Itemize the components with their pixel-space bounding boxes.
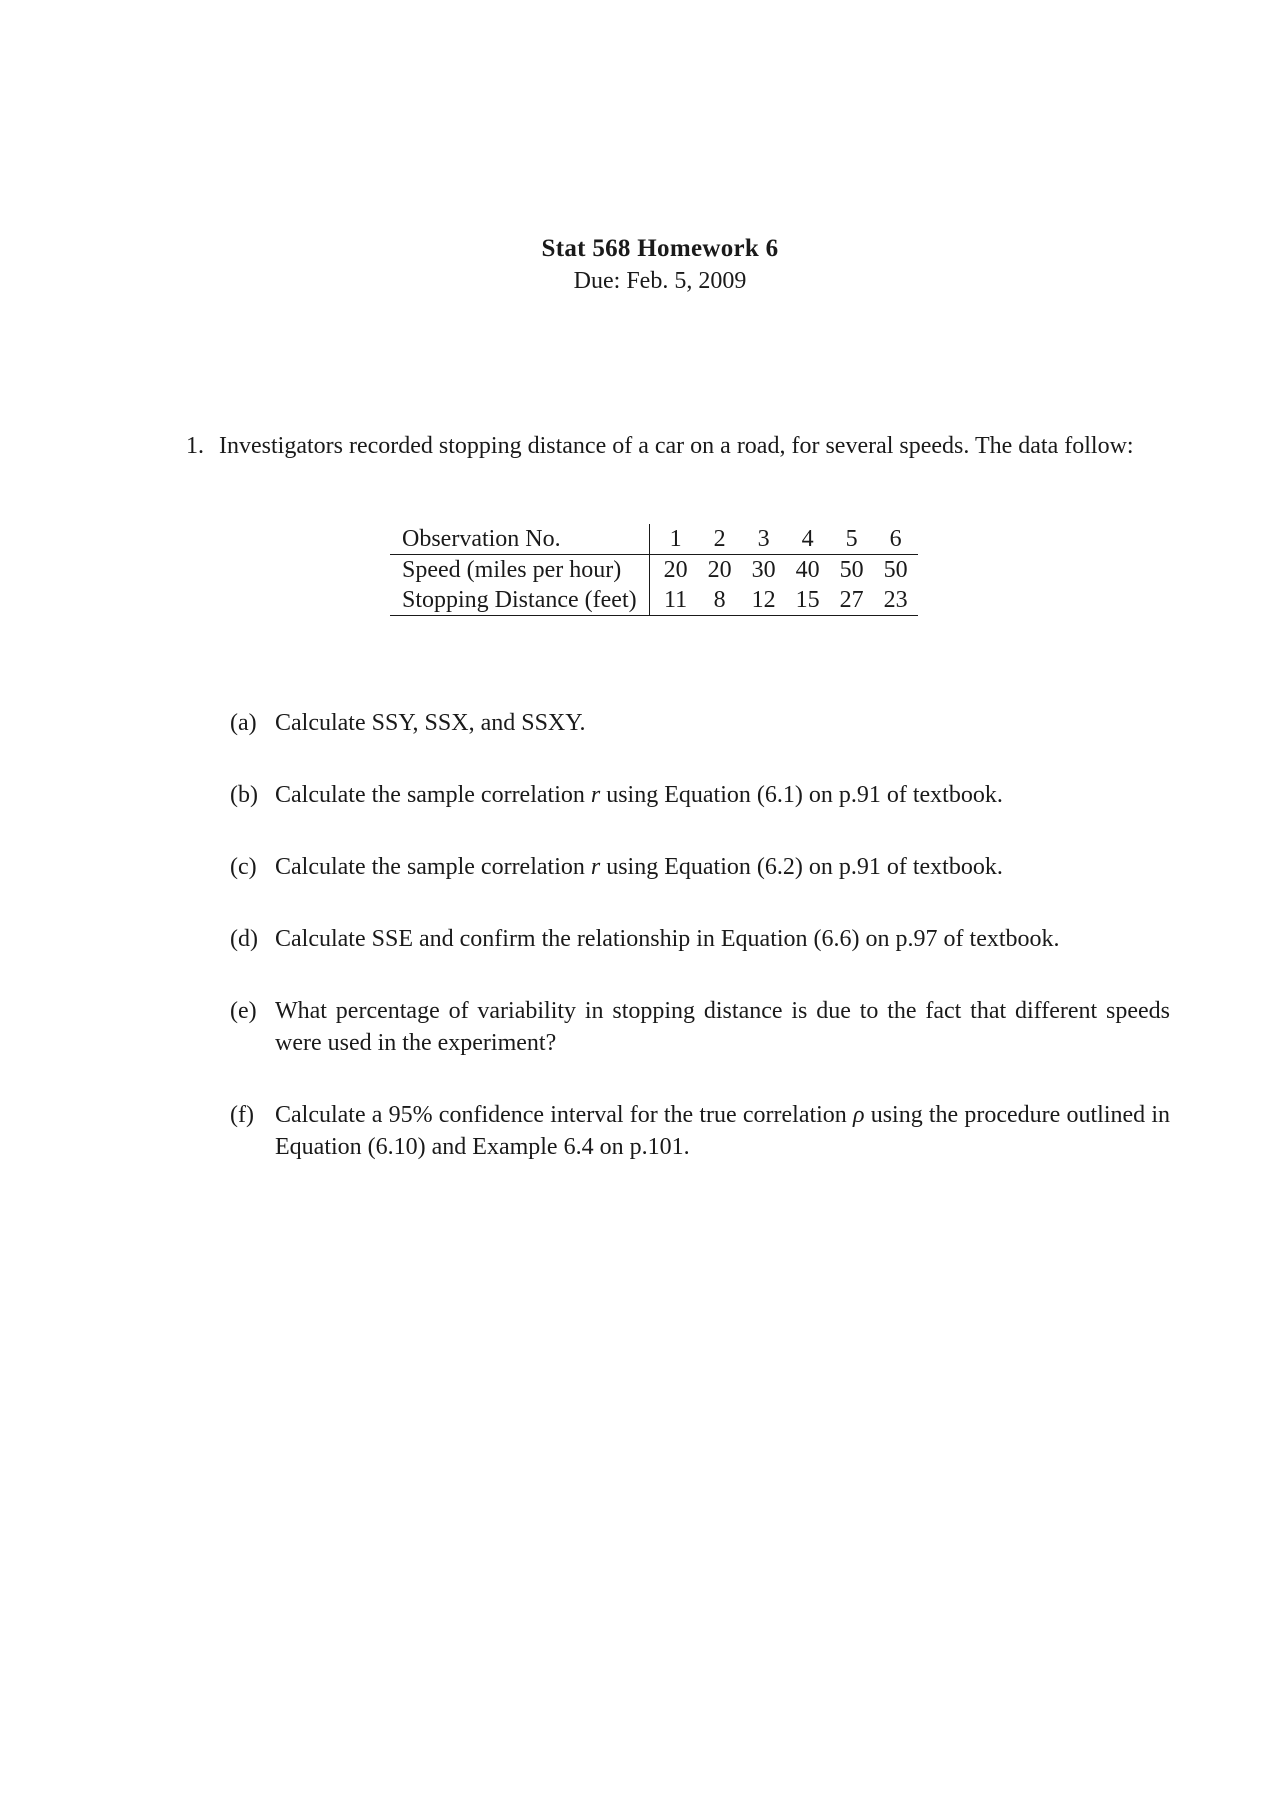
text-segment: using Equation (6.1) on p.91 of textbook. (600, 782, 1003, 808)
math-symbol: ρ (853, 1102, 865, 1128)
subpart-f (230, 1099, 1170, 1163)
problem-1 (186, 430, 1166, 462)
math-symbol: r (590, 854, 601, 880)
table-cell: 30 (751, 557, 776, 583)
row-label: Stopping Distance (feet) (390, 585, 649, 616)
table-cell: 12 (742, 585, 786, 616)
subpart-mark: (f) (230, 1102, 254, 1128)
problem-number: 1. (186, 433, 204, 459)
table-row-speed (390, 555, 918, 586)
table-cell: 15 (786, 585, 830, 616)
subpart-list (230, 707, 1170, 1203)
table-cell: 2 (698, 524, 742, 555)
subpart-text: Calculate SSY, SSX, and SSXY. (275, 710, 586, 736)
subpart-d (230, 923, 1170, 955)
text-segment: using the procedure outlined in Equation (6.10) and Example 6.4 on p.101. (275, 1102, 1171, 1160)
subpart-c (230, 851, 1170, 883)
subpart-text (275, 851, 1170, 883)
table-cell: 5 (830, 524, 874, 555)
row-label: Observation No. (390, 524, 649, 555)
math-symbol: r (590, 782, 601, 808)
table-cell: 4 (786, 524, 830, 555)
text-segment: Calculate the sample correlation (275, 782, 591, 808)
subpart-e (230, 995, 1170, 1059)
text-segment: using Equation (6.2) on p.91 of textbook. (600, 854, 1003, 880)
table-cell: 20 (707, 557, 732, 583)
table-cell: 11 (649, 585, 698, 616)
subpart-text (275, 779, 1170, 811)
table-cell: 50 (883, 557, 908, 583)
subpart-mark: (e) (230, 998, 257, 1024)
table-cell: 1 (649, 524, 698, 555)
subpart-mark: (a) (230, 710, 257, 736)
subpart-mark: (c) (230, 854, 257, 880)
subpart-b (230, 779, 1170, 811)
subpart-text (275, 1099, 1170, 1163)
table-cell: 3 (742, 524, 786, 555)
document-title: Stat 568 Homework 6 (541, 235, 779, 262)
subpart-mark: (b) (230, 782, 258, 808)
data-table (390, 524, 918, 616)
table-cell: 50 (839, 557, 864, 583)
text-segment: Calculate the sample correlation (275, 854, 591, 880)
table-cell: 6 (874, 524, 918, 555)
due-date: Due: Feb. 5, 2009 (573, 268, 747, 294)
table-cell: 23 (874, 585, 918, 616)
table-cell: 20 (663, 557, 688, 583)
table-cell: 8 (698, 585, 742, 616)
table-cell: 40 (795, 557, 820, 583)
problem-text: Investigators recorded stopping distance of a car on a road, for several speeds. The data follow: (219, 433, 1134, 459)
table-row-observation (390, 524, 918, 555)
subpart-mark: (d) (230, 926, 258, 952)
row-label: Speed (miles per hour) (390, 555, 649, 586)
subpart-text: Calculate SSE and confirm the relationship in Equation (6.6) on p.97 of textbook. (275, 926, 1060, 952)
text-segment: Calculate a 95% confidence interval for the true correlation (275, 1102, 853, 1128)
subpart-a (230, 707, 1170, 739)
table-cell: 27 (830, 585, 874, 616)
document-header (0, 233, 1280, 297)
subpart-text: What percentage of variability in stopping distance is due to the fact that different speeds were used in the experiment? (275, 998, 1170, 1056)
table-row-distance (390, 585, 918, 616)
